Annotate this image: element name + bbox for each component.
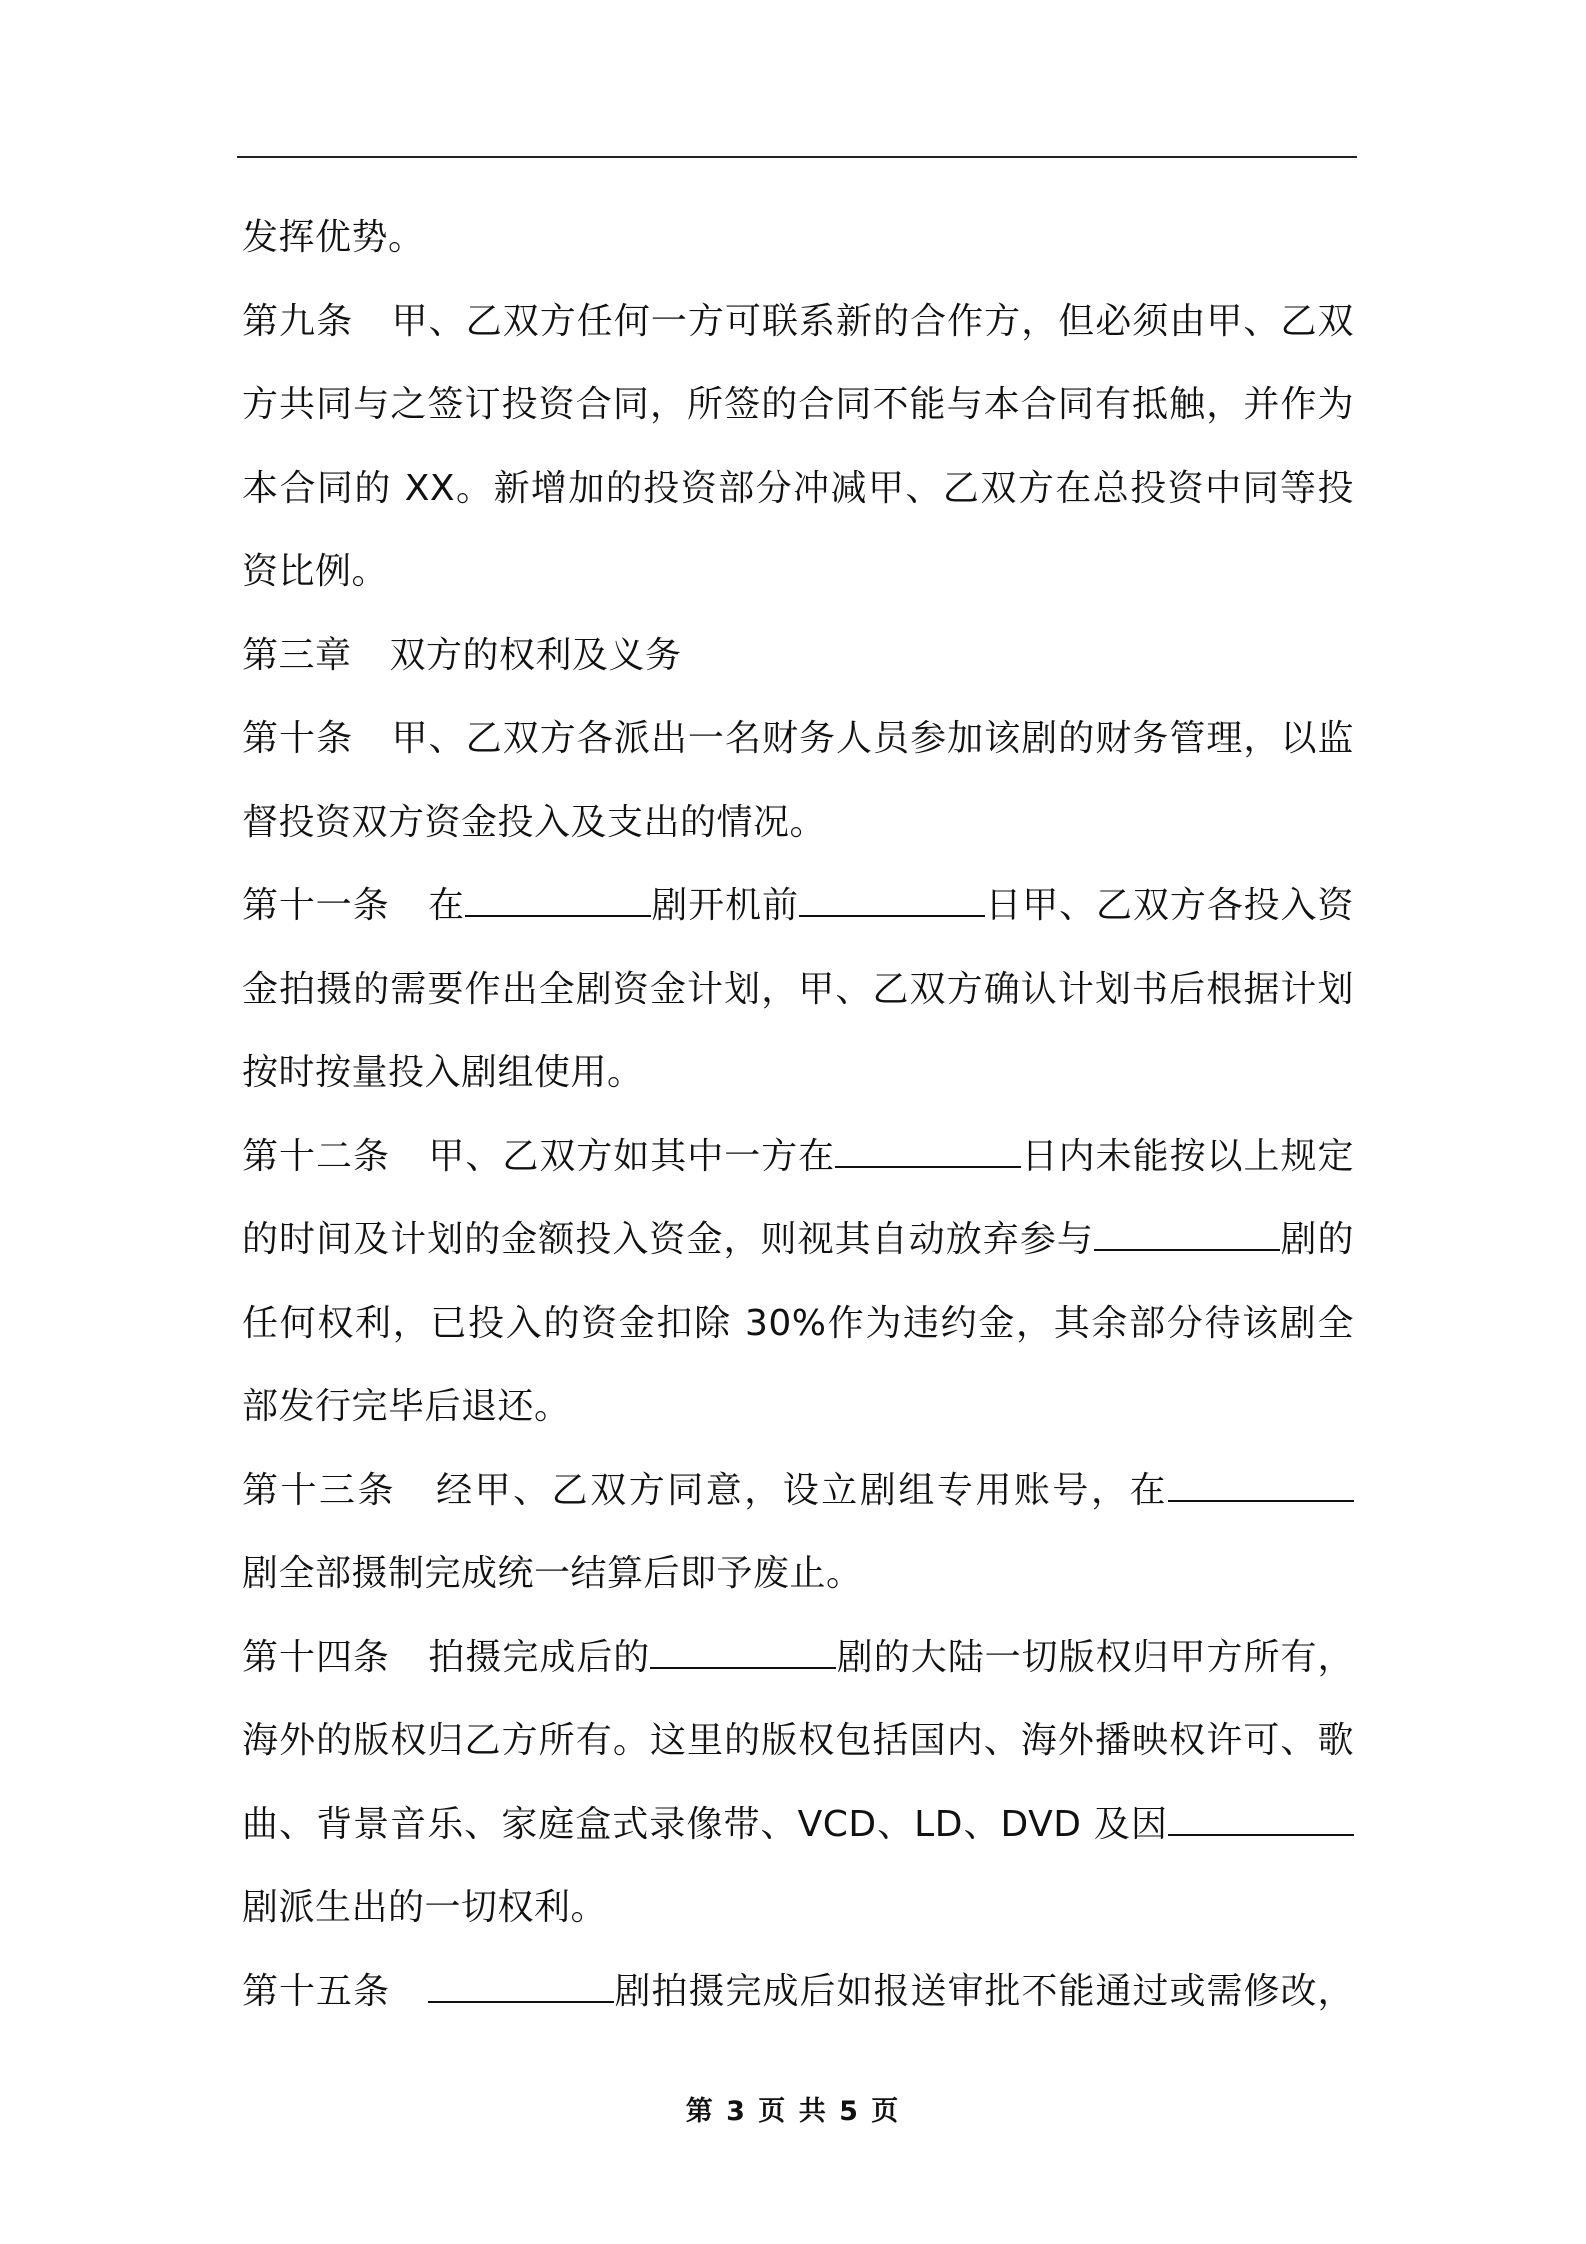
text-segment: 拍摄完成后的 bbox=[427, 1636, 651, 1678]
text-line bbox=[242, 1950, 1354, 2034]
page-number-label: 第 3 页 共 5 页 bbox=[685, 2096, 901, 2127]
text-segment: 第三章 bbox=[242, 634, 352, 676]
fill-in-blank bbox=[1094, 1219, 1280, 1251]
text-segment: 第十四条 bbox=[242, 1636, 390, 1678]
text-segment: 剧拍摄完成后如报送审批不能通过或需修改， bbox=[614, 1970, 1354, 2012]
fill-in-blank bbox=[1168, 1804, 1354, 1836]
fill-in-blank bbox=[465, 885, 651, 917]
text-line bbox=[242, 614, 1354, 698]
text-line bbox=[242, 1783, 1354, 1867]
text-segment: 第十三条 bbox=[242, 1469, 397, 1511]
fill-in-blank bbox=[428, 1971, 614, 2003]
text-line bbox=[242, 948, 1354, 1032]
text-segment: 部发行完毕后退还。 bbox=[242, 1386, 571, 1427]
text-segment: 海外的版权归乙方所有。这里的版权包括国内、海外播映权许可、歌 bbox=[242, 1720, 1354, 1761]
text-line bbox=[242, 1866, 1354, 1950]
text-segment: 在 bbox=[427, 885, 465, 926]
text-line bbox=[242, 530, 1354, 614]
text-line bbox=[242, 1449, 1354, 1533]
text-segment: 甲、乙双方任何一方可联系新的合作方，但必须由甲、乙双 bbox=[391, 300, 1354, 342]
text-segment: 剧的大陆一切版权归甲方所有， bbox=[836, 1636, 1354, 1678]
text-segment: 第十五条 bbox=[242, 1970, 390, 2012]
text-segment: 第九条 bbox=[242, 300, 354, 342]
text-segment: 发挥优势。 bbox=[242, 217, 425, 258]
text-line bbox=[242, 1616, 1354, 1700]
fill-in-blank bbox=[650, 1637, 836, 1669]
text-line bbox=[242, 1282, 1354, 1366]
text-segment: 金拍摄的需要作出全剧资金计划，甲、乙双方确认计划书后根据计划 bbox=[242, 968, 1354, 1010]
text-segment: 督投资双方资金投入及支出的情况。 bbox=[242, 801, 827, 843]
text-segment: 日甲、乙双方各投入资 bbox=[984, 885, 1354, 926]
text-segment: 日内未能按以上规定 bbox=[1021, 1135, 1354, 1177]
text-line bbox=[242, 864, 1354, 948]
text-segment: 本合同的 XX。新增加的投资部分冲减甲、乙双方在总投资中同等投 bbox=[242, 467, 1354, 509]
contract-body bbox=[242, 196, 1354, 2033]
fill-in-blank bbox=[799, 885, 985, 917]
text-line bbox=[242, 1115, 1354, 1199]
text-line bbox=[242, 1532, 1354, 1616]
text-segment: 第十条 bbox=[242, 718, 354, 759]
text-line bbox=[242, 447, 1354, 531]
fill-in-blank bbox=[1168, 1470, 1354, 1502]
text-line bbox=[242, 196, 1354, 280]
text-segment: 资比例。 bbox=[242, 551, 389, 592]
text-segment: 剧的 bbox=[1279, 1219, 1354, 1260]
header-rule bbox=[237, 156, 1357, 158]
text-segment: 的时间及计划的金额投入资金，则视其自动放弃参与 bbox=[242, 1219, 1094, 1260]
text-line bbox=[242, 781, 1354, 865]
text-segment: 剧开机前 bbox=[650, 885, 799, 926]
text-segment: 第十一条 bbox=[242, 885, 390, 926]
text-line bbox=[242, 697, 1354, 781]
text-segment: 剧全部摄制完成统一结算后即予废止。 bbox=[242, 1553, 863, 1594]
text-segment: 按时按量投入剧组使用。 bbox=[242, 1052, 644, 1093]
text-segment: 方共同与之签订投资合同，所签的合同不能与本合同有抵触，并作为 bbox=[242, 384, 1354, 425]
text-segment: 经甲、乙双方同意，设立剧组专用账号，在 bbox=[434, 1469, 1168, 1511]
text-line bbox=[242, 363, 1354, 447]
page-footer bbox=[0, 2089, 1586, 2128]
text-segment: 剧派生出的一切权利。 bbox=[242, 1887, 608, 1928]
text-line bbox=[242, 280, 1354, 364]
text-line bbox=[242, 1699, 1354, 1783]
text-line bbox=[242, 1365, 1354, 1449]
fill-in-blank bbox=[835, 1136, 1021, 1168]
text-segment: 双方的权利及义务 bbox=[389, 634, 682, 676]
text-segment: 任何权利，已投入的资金扣除 30%作为违约金，其余部分待该剧全 bbox=[242, 1302, 1354, 1344]
text-segment: 甲、乙双方如其中一方在 bbox=[427, 1135, 836, 1177]
text-segment: 曲、背景音乐、家庭盒式录像带、VCD、LD、DVD 及因 bbox=[242, 1803, 1168, 1845]
text-line bbox=[242, 1198, 1354, 1282]
text-segment: 甲、乙双方各派出一名财务人员参加该剧的财务管理，以监 bbox=[391, 718, 1354, 759]
text-segment: 第十二条 bbox=[242, 1135, 390, 1177]
text-line bbox=[242, 1031, 1354, 1115]
